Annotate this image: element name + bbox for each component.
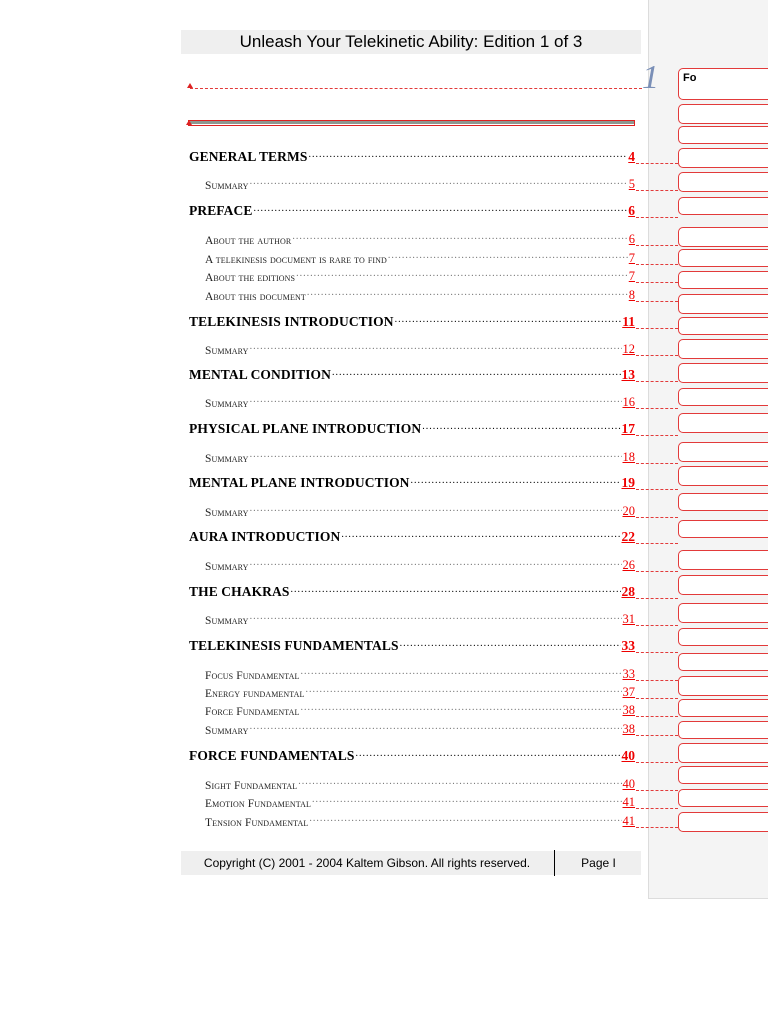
- toc-page-link[interactable]: 16: [622, 395, 635, 409]
- revision-balloon[interactable]: [678, 699, 768, 717]
- toc-entry[interactable]: [189, 419, 635, 437]
- toc-page-link[interactable]: 8: [628, 288, 635, 302]
- footer-divider: [554, 850, 555, 876]
- revision-connector: [636, 355, 678, 356]
- revision-connector: [636, 190, 678, 191]
- dot-leader: [298, 777, 621, 789]
- revision-balloon[interactable]: [678, 628, 768, 646]
- dot-leader: [296, 269, 628, 281]
- dot-leader: [250, 450, 622, 462]
- toc-entry-title: Summary: [205, 345, 249, 357]
- toc-page-link[interactable]: 7: [628, 269, 635, 283]
- page-marker: 1: [642, 59, 659, 96]
- toc-entry-title: Summary: [205, 180, 249, 192]
- revision-balloon[interactable]: [678, 676, 768, 696]
- dot-leader: [388, 251, 628, 263]
- toc-page-link[interactable]: 33: [622, 667, 635, 681]
- toc-entry-title: Emotion Fundamental: [205, 798, 311, 810]
- toc-entry[interactable]: [189, 147, 635, 165]
- revision-connector: [636, 435, 678, 436]
- toc-entry-title: Energy fundamental: [205, 688, 305, 700]
- toc-subentry[interactable]: [205, 719, 635, 737]
- balloon-label: Fo: [683, 72, 697, 84]
- toc-subentry[interactable]: [205, 339, 635, 357]
- dot-leader: [395, 315, 622, 327]
- toc-entry[interactable]: [189, 312, 635, 330]
- revision-balloon[interactable]: [678, 466, 768, 486]
- revision-connector: [636, 543, 678, 544]
- revision-connector: [636, 790, 678, 791]
- revision-connector: [636, 328, 678, 329]
- revision-connector: [636, 680, 678, 681]
- toc-page-link[interactable]: 40: [622, 777, 635, 791]
- document-header-title: Unleash Your Telekinetic Ability: Edition 1 of 3: [239, 32, 583, 51]
- toc-subentry[interactable]: [205, 792, 635, 810]
- revision-connector: [636, 163, 678, 164]
- toc-page-link[interactable]: 26: [622, 558, 635, 572]
- revision-connector: [636, 598, 678, 599]
- toc-entry-title: PHYSICAL PLANE INTRODUCTION: [189, 421, 422, 436]
- revision-balloon[interactable]: [678, 442, 768, 462]
- toc-page-link[interactable]: 22: [621, 529, 635, 544]
- revision-connector: [636, 381, 678, 382]
- toc-entry-title: GENERAL TERMS: [189, 149, 308, 164]
- toc-subentry[interactable]: [205, 811, 635, 829]
- dot-leader: [250, 558, 622, 570]
- dot-leader: [411, 476, 621, 488]
- revision-guide-line: [190, 88, 642, 89]
- toc-page-link[interactable]: 31: [622, 612, 635, 626]
- toc-entry-title: THE CHAKRAS: [189, 584, 290, 599]
- toc-page-link[interactable]: 41: [622, 795, 635, 809]
- toc-page-link[interactable]: 41: [622, 814, 635, 828]
- revision-balloon[interactable]: [678, 766, 768, 784]
- dot-leader: [250, 395, 622, 407]
- dot-leader: [250, 342, 622, 354]
- revision-balloon[interactable]: [678, 413, 768, 433]
- dot-leader: [301, 703, 622, 715]
- dot-leader: [309, 814, 621, 826]
- toc-entry[interactable]: [189, 201, 635, 219]
- toc-subentry[interactable]: [205, 501, 635, 519]
- revision-connector: [636, 282, 678, 283]
- revision-connector: [636, 408, 678, 409]
- revision-anchor-icon: [186, 120, 192, 125]
- toc-entry-title: Summary: [205, 398, 249, 410]
- revision-connector: [636, 827, 678, 828]
- dot-leader: [253, 204, 627, 216]
- revision-balloon[interactable]: [678, 197, 768, 215]
- footer-page-label: Page I: [581, 856, 616, 870]
- revision-balloon[interactable]: [678, 520, 768, 538]
- toc-page-link[interactable]: 5: [628, 177, 635, 191]
- dot-leader: [400, 639, 621, 651]
- revision-balloon[interactable]: [678, 339, 768, 359]
- toc-entry-title: Summary: [205, 453, 249, 465]
- toc-page-link[interactable]: 12: [622, 342, 635, 356]
- dot-leader: [308, 150, 627, 162]
- toc-page-link[interactable]: 40: [621, 748, 635, 763]
- toc-entry-title: PREFACE: [189, 203, 253, 218]
- toc-entry-title: TELEKINESIS FUNDAMENTALS: [189, 638, 399, 653]
- toc-subentry[interactable]: [205, 700, 635, 718]
- toc-entry-title: AURA INTRODUCTION: [189, 529, 341, 544]
- dot-leader: [291, 585, 621, 597]
- toc-entry-title: About the editions: [205, 272, 296, 284]
- revision-connector: [636, 625, 678, 626]
- dot-leader: [341, 530, 620, 542]
- dot-leader: [312, 795, 622, 807]
- toc-page-link[interactable]: 6: [628, 203, 635, 218]
- revision-connector: [636, 808, 678, 809]
- revision-connector: [636, 735, 678, 736]
- toc-entry-title: Tension Fundamental: [205, 817, 309, 829]
- toc-subentry[interactable]: [205, 555, 635, 573]
- revision-balloon[interactable]: [678, 603, 768, 623]
- dot-leader: [422, 422, 620, 434]
- toc-entry-title: Sight Fundamental: [205, 780, 298, 792]
- toc-page-link[interactable]: 17: [621, 421, 635, 436]
- toc-subentry[interactable]: [205, 664, 635, 682]
- toc-entry[interactable]: [189, 527, 635, 545]
- toc-entry-title: Summary: [205, 725, 249, 737]
- toc-page-link[interactable]: 11: [622, 314, 635, 329]
- revision-balloon[interactable]: [678, 653, 768, 671]
- revision-connector: [636, 698, 678, 699]
- revision-highlight-frame: [188, 120, 635, 126]
- dot-leader: [332, 368, 621, 380]
- toc-entry[interactable]: [189, 582, 635, 600]
- revision-connector: [636, 463, 678, 464]
- toc-entry-title: TELEKINESIS INTRODUCTION: [189, 314, 394, 329]
- toc-subentry[interactable]: [205, 248, 635, 266]
- revision-balloon[interactable]: [678, 227, 768, 247]
- revision-connector: [636, 489, 678, 490]
- toc-page-link[interactable]: 37: [622, 685, 635, 699]
- footer-copyright: Copyright (C) 2001 - 2004 Kaltem Gibson. All rights reserved.: [203, 856, 531, 870]
- toc-page-link[interactable]: 19: [621, 475, 635, 490]
- revision-connector: [636, 264, 678, 265]
- revision-connector: [636, 217, 678, 218]
- toc-entry-title: Summary: [205, 507, 249, 519]
- dot-leader: [301, 667, 622, 679]
- dot-leader: [250, 612, 622, 624]
- dot-leader: [250, 722, 622, 734]
- toc-page-link[interactable]: 38: [622, 703, 635, 717]
- toc-entry-title: About the author: [205, 235, 292, 247]
- toc-entry-title: Focus Fundamental: [205, 670, 300, 682]
- revision-connector: [636, 301, 678, 302]
- toc-entry-title: A telekinesis document is rare to find: [205, 254, 387, 266]
- revision-connector: [636, 517, 678, 518]
- toc-page-link[interactable]: 4: [628, 149, 635, 164]
- revision-balloon[interactable]: [678, 550, 768, 570]
- toc-subentry[interactable]: [205, 447, 635, 465]
- revision-connector: [636, 571, 678, 572]
- revision-balloon[interactable]: [678, 493, 768, 511]
- toc-entry[interactable]: [189, 365, 635, 383]
- toc-subentry[interactable]: [205, 266, 635, 284]
- revision-balloon[interactable]: [678, 271, 768, 289]
- revision-balloon[interactable]: [678, 148, 768, 168]
- revision-balloon[interactable]: [678, 249, 768, 267]
- dot-leader: [306, 685, 622, 697]
- revision-balloon[interactable]: [678, 172, 768, 192]
- toc-subentry[interactable]: [205, 682, 635, 700]
- toc-entry-title: MENTAL CONDITION: [189, 367, 331, 382]
- toc-subentry[interactable]: [205, 285, 635, 303]
- dot-leader: [292, 232, 627, 244]
- revision-balloon[interactable]: [678, 789, 768, 807]
- revision-balloon[interactable]: [678, 721, 768, 739]
- revision-connector: [636, 245, 678, 246]
- toc-entry-title: About this document: [205, 291, 306, 303]
- toc-entry-title: MENTAL PLANE INTRODUCTION: [189, 475, 410, 490]
- dot-leader: [250, 504, 622, 516]
- toc-entry-title: Summary: [205, 561, 249, 573]
- toc-subentry[interactable]: [205, 174, 635, 192]
- revision-balloon[interactable]: [678, 388, 768, 406]
- toc-page-link[interactable]: 7: [628, 251, 635, 265]
- revision-anchor-icon: [187, 83, 193, 88]
- dot-leader: [355, 749, 620, 761]
- toc-subentry[interactable]: [205, 774, 635, 792]
- toc-entry-title: FORCE FUNDAMENTALS: [189, 748, 355, 763]
- revision-balloon[interactable]: [678, 317, 768, 335]
- revision-balloon[interactable]: [678, 294, 768, 314]
- toc-entry[interactable]: [189, 746, 635, 764]
- revision-balloon[interactable]: [678, 575, 768, 595]
- toc-subentry[interactable]: [205, 392, 635, 410]
- revision-connector: [636, 762, 678, 763]
- toc-entry[interactable]: [189, 473, 635, 491]
- dot-leader: [250, 177, 628, 189]
- revision-balloon[interactable]: [678, 126, 768, 144]
- dot-leader: [307, 288, 628, 300]
- toc-page-link[interactable]: 20: [622, 504, 635, 518]
- toc-entry-title: Summary: [205, 615, 249, 627]
- revision-balloon[interactable]: [678, 363, 768, 383]
- toc-page-link[interactable]: 18: [622, 450, 635, 464]
- toc-entry-title: Force Fundamental: [205, 706, 300, 718]
- revision-balloon[interactable]: [678, 104, 768, 124]
- revision-connector: [636, 652, 678, 653]
- toc-subentry[interactable]: [205, 229, 635, 247]
- revision-balloon[interactable]: [678, 743, 768, 763]
- revision-connector: [636, 716, 678, 717]
- toc-entry[interactable]: [189, 636, 635, 654]
- toc-page-link[interactable]: 6: [628, 232, 635, 246]
- toc-page-link[interactable]: 28: [621, 584, 635, 599]
- toc-page-link[interactable]: 38: [622, 722, 635, 736]
- revision-balloon[interactable]: [678, 812, 768, 832]
- toc-page-link[interactable]: 33: [621, 638, 635, 653]
- toc-page-link[interactable]: 13: [621, 367, 635, 382]
- toc-subentry[interactable]: [205, 609, 635, 627]
